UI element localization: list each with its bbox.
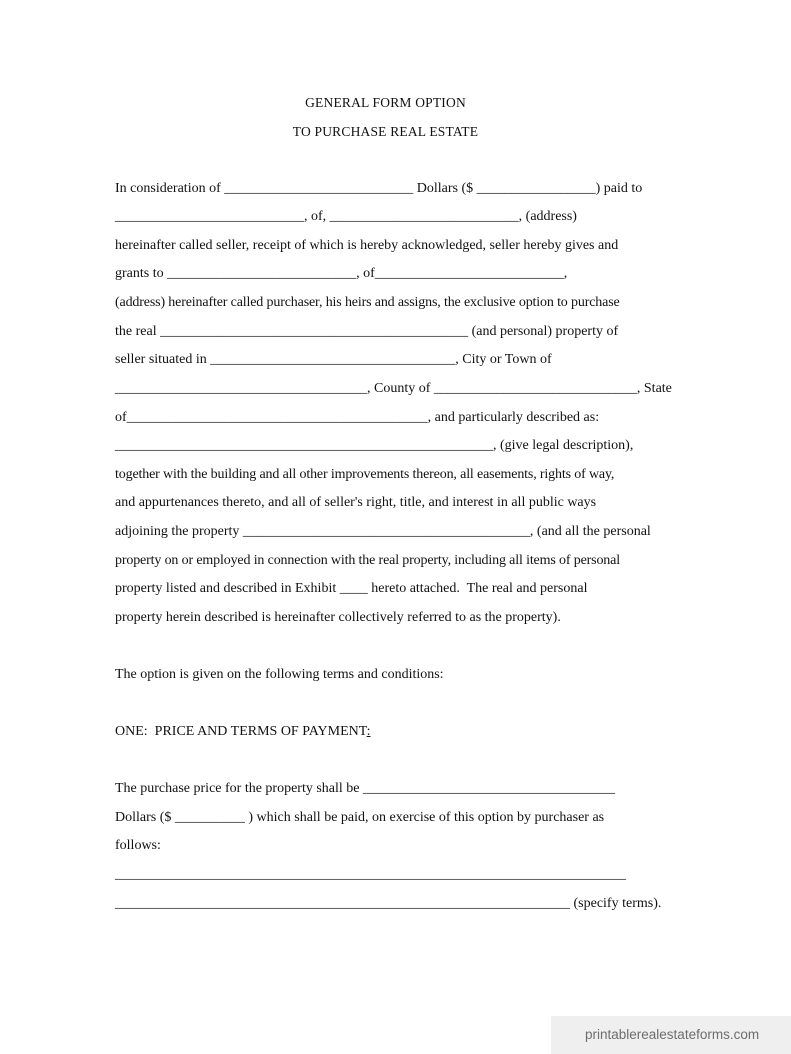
text-line: hereinafter called seller, receipt of which is hereby acknowledged, seller hereby gives and <box>115 238 619 253</box>
text-line: adjoining the property _________________________________________, (and all the personal <box>115 524 651 539</box>
text-line: ______________________________________________________, (give legal description), <box>115 438 634 453</box>
document-title-line1: GENERAL FORM OPTION <box>305 95 466 110</box>
text-line: Dollars ($ __________ ) which shall be paid, on exercise of this option by purchaser as <box>115 810 605 825</box>
text-line: (address) hereinafter called purchaser, his heirs and assigns, the exclusive option to purchase <box>115 295 620 310</box>
watermark: printablerealestateforms.com <box>551 1016 791 1054</box>
text-line: The purchase price for the property shall be ____________________________________ <box>115 781 616 796</box>
text-line: ____________________________________, County of _____________________________, State <box>115 381 672 396</box>
text-line: and appurtenances thereto, and all of seller's right, title, and interest in all public ways <box>115 495 597 510</box>
text-line: property on or employed in connection with the real property, including all items of personal <box>115 553 620 568</box>
text-line: In consideration of ___________________________ Dollars ($ _________________) paid to <box>115 181 643 196</box>
section-heading-colon: : <box>366 724 371 739</box>
text-line: together with the building and all other improvements thereon, all easements, rights of way, <box>115 467 615 482</box>
text-line: grants to ___________________________, of___________________________, <box>115 266 568 281</box>
section-heading <box>115 723 675 741</box>
text-line: _________________________________________________________________ (specify terms). <box>115 896 662 911</box>
text-line: the real ____________________________________________ (and personal) property of <box>115 324 619 339</box>
text-line: seller situated in ___________________________________, City or Town of <box>115 352 552 367</box>
paragraph-terms-intro: The option is given on the following terms and conditions: <box>115 667 444 682</box>
text-line: property listed and described in Exhibit ____ hereto attached. The real and personal <box>115 581 588 596</box>
text-line: _________________________________________________________________________ <box>115 867 626 882</box>
text-line: follows: <box>115 838 161 853</box>
section-heading-text: ONE: PRICE AND TERMS OF PAYMENT <box>115 724 367 739</box>
text-line: of___________________________________________, and particularly described as: <box>115 410 600 425</box>
text-line: property herein described is hereinafter collectively referred to as the property). <box>115 610 561 625</box>
text-line: ___________________________, of, ___________________________, (address) <box>115 209 577 224</box>
document-title-line2: TO PURCHASE REAL ESTATE <box>292 124 479 139</box>
